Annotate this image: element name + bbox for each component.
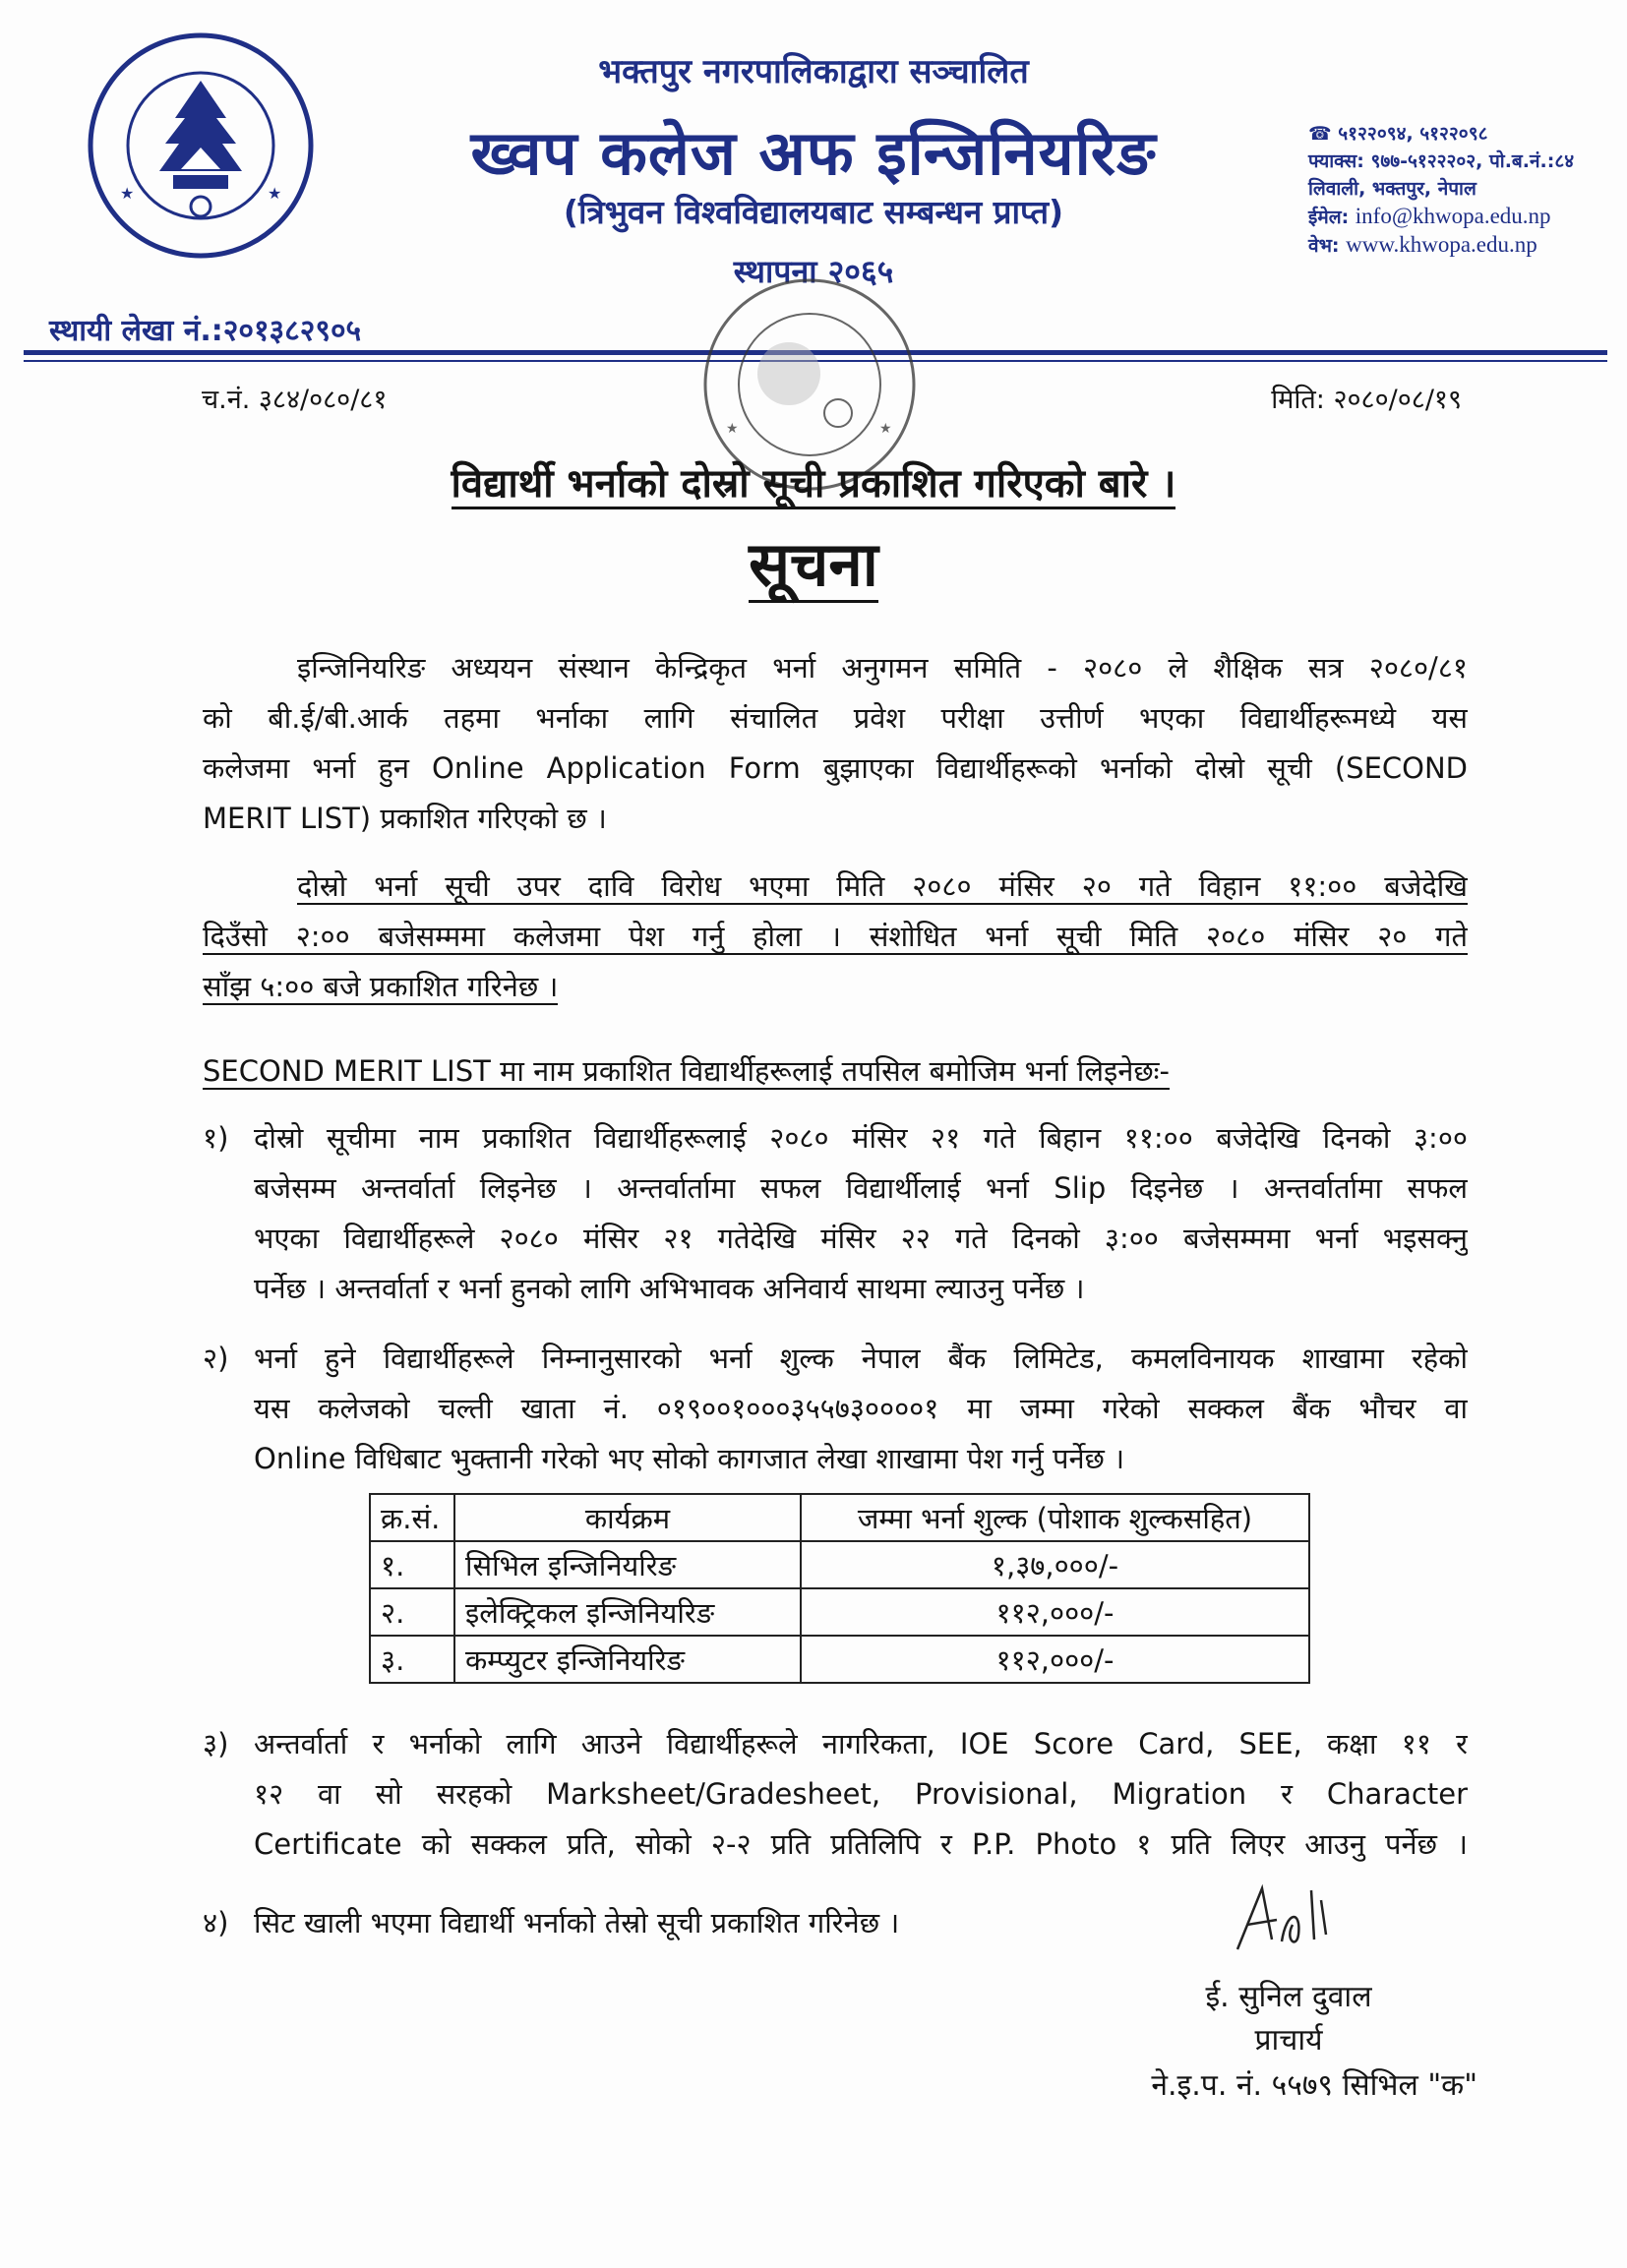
signature <box>1228 1880 1356 1963</box>
cell-program: सिभिल इन्जिनियरिङ <box>454 1541 801 1588</box>
cell-sn: १. <box>370 1541 454 1588</box>
item-line: Certificate को सक्कल प्रति, सोको २-२ प्रति प्रतिलिपि र P.P. Photo १ प्रति लिएर आउनु पर्नेछ । <box>254 1827 1468 1861</box>
item-line: भर्ना हुने विद्यार्थीहरूले निम्नानुसारको भर्ना शुल्क नेपाल बैंक लिमिटेड, कमलविनायक शाखामा रहेको <box>254 1342 1468 1375</box>
header-fee: जम्मा भर्ना शुल्क (पोशाक शुल्कसहित) <box>801 1494 1309 1541</box>
web-link[interactable]: www.khwopa.edu.np <box>1346 232 1537 257</box>
cell-sn: २. <box>370 1588 454 1636</box>
paragraph-line: दोस्रो भर्ना सूची उपर दावि विरोध भएमा मिति २०८० मंसिर २० गते विहान ११:०० बजेदेखि <box>297 869 1468 903</box>
svg-text:★: ★ <box>268 184 282 203</box>
item-line: यस कलेजको चल्ती खाता नं. ०१९००१०००३५५७३००००१ मा जम्मा गरेको सक्कल बैंक भौचर वा <box>254 1392 1468 1425</box>
intro-line <box>203 1046 1468 1097</box>
item-line: पर्नेछ । अन्तर्वार्ता र भर्ना हुनको लागि अभिभावक अनिवार्य साथमा ल्याउनु पर्नेछ । <box>254 1272 1085 1305</box>
cell-program: इलेक्ट्रिकल इन्जिनियरिङ <box>454 1588 801 1636</box>
header-program: कार्यक्रम <box>454 1494 801 1541</box>
email-label: ईमेल: <box>1308 207 1350 228</box>
list-item-3 <box>203 1719 1468 1870</box>
item-line: Online विधिबाट भुक्तानी गरेको भए सोको कागजात लेखा शाखामा पेश गर्नु पर्नेछ । <box>254 1442 1125 1475</box>
fax: फ्याक्स: ९७७-५१२२२०२, पो.ब.नं.:८४ <box>1308 150 1575 172</box>
college-name: ख्वप कलेज अफ इन्जिनियरिङ <box>470 117 1157 189</box>
item-line: बजेसम्म अन्तर्वार्ता लिइनेछ । अन्तर्वार्तामा सफल विद्यार्थीलाई भर्ना Slip दिइनेछ । अन्तर्वार्तामा सफल <box>254 1171 1468 1205</box>
paragraph-1 <box>203 643 1468 844</box>
signatory-name: ई. सुनिल दुवाल <box>1205 1980 1372 2014</box>
svg-text:★: ★ <box>726 421 739 437</box>
operated-by: भक्तपुर नगरपालिकाद्वारा सञ्चालित <box>598 52 1029 91</box>
item-number: १) <box>203 1121 229 1155</box>
svg-text:★: ★ <box>879 421 892 437</box>
web-label: वेभ: <box>1308 235 1340 257</box>
svg-text:★: ★ <box>120 184 135 203</box>
cell-sn: ३. <box>370 1636 454 1683</box>
item-number: ४) <box>203 1906 229 1940</box>
pan-number: स्थायी लेखा नं.:२०१३८२९०५ <box>49 314 362 348</box>
item-line: सिट खाली भएमा विद्यार्थी भर्नाको तेस्रो सूची प्रकाशित गरिनेछ । <box>254 1906 900 1940</box>
phone: ५१२२०९४, ५१२२०९८ <box>1338 123 1488 145</box>
item-line: अन्तर्वार्ता र भर्नाको लागि आउने विद्यार्थीहरूले नागरिकता, IOE Score Card, SEE, कक्षा ११ र <box>254 1727 1468 1761</box>
paragraph-line: को बी.ई/बी.आर्क तहमा भर्नाका लागि संचालित प्रवेश परीक्षा उत्तीर्ण भएका विद्यार्थीहरूमध्ये यस <box>203 701 1468 735</box>
header-sn: क्र.सं. <box>370 1494 454 1541</box>
affiliation: (त्रिभुवन विश्वविद्यालयबाट सम्बन्धन प्राप्त) <box>563 193 1064 231</box>
signatory-title: प्राचार्य <box>1254 2023 1323 2058</box>
table-header-row <box>370 1494 1309 1541</box>
subject-heading: विद्यार्थी भर्नाको दोस्रो सूची प्रकाशित गरिएको बारे । <box>0 454 1627 508</box>
cell-fee: ११२,०००/- <box>801 1636 1309 1683</box>
cell-fee: १,३७,०००/- <box>801 1541 1309 1588</box>
notice-title: सूचना <box>0 521 1627 604</box>
address: लिवाली, भक्तपुर, नेपाल <box>1308 178 1476 200</box>
paragraph-line: साँझ ५:०० बजे प्रकाशित गरिनेछ । <box>203 970 559 1003</box>
fee-table <box>369 1493 1310 1684</box>
reference-number: च.नं. ३८४/०८०/८१ <box>202 385 388 415</box>
item-number: २) <box>203 1342 229 1375</box>
cell-fee: ११२,०००/- <box>801 1588 1309 1636</box>
item-line: १२ वा सो सरहको Marksheet/Gradesheet, Provisional, Migration र Character <box>254 1777 1468 1811</box>
list-item-1 <box>203 1113 1468 1314</box>
signatory-registration: ने.इ.प. नं. ५५७९ सिभिल "क" <box>1151 2068 1477 2103</box>
table-row <box>370 1636 1309 1683</box>
table-row <box>370 1541 1309 1588</box>
paragraph-line: कलेजमा भर्ना हुन Online Application Form बुझाएका विद्यार्थीहरूको भर्नाको दोस्रो सूची (SECOND <box>203 751 1468 785</box>
item-line: भएका विद्यार्थीहरूले २०८० मंसिर २१ गतेदेखि मंसिर २२ गते दिनको ३:०० बजेसम्ममा भर्ना भइसक्नु <box>254 1222 1468 1255</box>
phone-icon: ☎ <box>1308 123 1332 145</box>
cell-program: कम्प्युटर इन्जिनियरिङ <box>454 1636 801 1683</box>
item-number: ३) <box>203 1727 229 1761</box>
established: स्थापना २०६५ <box>733 253 894 290</box>
item-line: दोस्रो सूचीमा नाम प्रकाशित विद्यार्थीहरूलाई २०८० मंसिर २१ गते बिहान ११:०० बजेदेखि दिनको ३:०० <box>254 1121 1468 1155</box>
intro-text: SECOND MERIT LIST मा नाम प्रकाशित विद्यार्थीहरूलाई तपसिल बमोजिम भर्ना लिइनेछः- <box>203 1054 1170 1088</box>
contact-block <box>1308 120 1574 260</box>
paragraph-line: दिउँसो २:०० बजेसम्ममा कलेजमा पेश गर्नु होला । संशोधित भर्ना सूची मिति २०८० मंसिर २० गते <box>203 920 1468 953</box>
email-link[interactable]: info@khwopa.edu.np <box>1355 204 1551 228</box>
letter-date: मिति: २०८०/०८/१९ <box>1271 385 1462 415</box>
table-row <box>370 1588 1309 1636</box>
paragraph-line: MERIT LIST) प्रकाशित गरिएको छ । <box>203 802 607 835</box>
paragraph-2 <box>203 862 1468 1012</box>
paragraph-line: इन्जिनियरिङ अध्ययन संस्थान केन्द्रिकृत भर्ना अनुगमन समिति - २०८० ले शैक्षिक सत्र २०८०/८१ <box>297 651 1468 685</box>
list-item-2 <box>203 1334 1468 1484</box>
